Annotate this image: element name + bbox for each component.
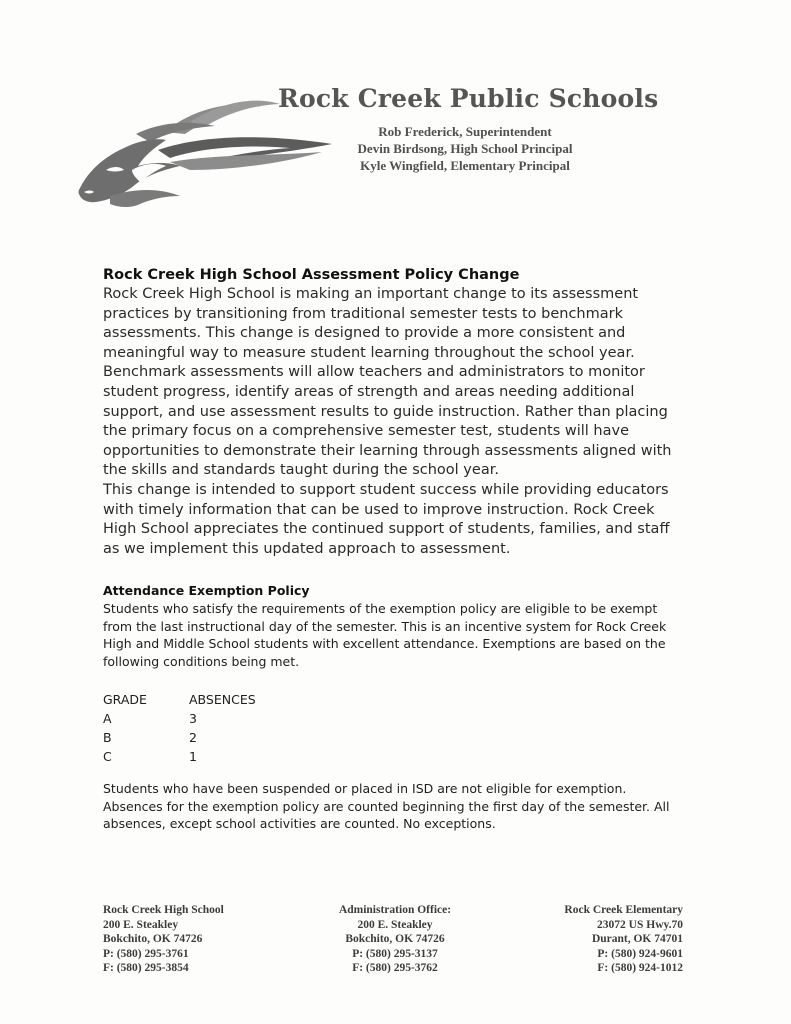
table-row xyxy=(103,728,256,747)
absences-cell: 3 xyxy=(189,711,197,726)
footer-line: 200 E. Steakley xyxy=(357,918,433,931)
exemption-note-section xyxy=(103,780,688,833)
footer-line: 23072 US Hwy.70 xyxy=(597,918,683,931)
attendance-policy-section xyxy=(103,582,688,670)
table-header-row xyxy=(103,690,256,709)
table-row xyxy=(103,747,256,766)
exemption-note: Students who have been suspended or placed in ISD are not eligible for exemption. Absences for the exemption policy are counted beginning the first day of the semester. All absences, except school activities are counted. No exceptions. xyxy=(103,781,670,832)
absences-header: ABSENCES xyxy=(189,692,256,707)
assessment-paragraph: This change is intended to support student success while providing educators with timely information that can be used to improve instruction. Rock Creek High School appreciates the continued support of students, families, and staff as we implement this updated approach to assessment. xyxy=(103,481,670,557)
exemption-table xyxy=(103,690,256,766)
footer-fax: F: (580) 295-3762 xyxy=(352,962,438,974)
absences-cell: 1 xyxy=(189,749,197,764)
footer-phone: P: (580) 295-3137 xyxy=(352,947,438,960)
table-row xyxy=(103,709,256,728)
staff-hs-principal: Devin Birdsong, High School Principal xyxy=(357,141,573,156)
assessment-paragraph: Rock Creek High School is making an important change to its assessment practices by transitioning from traditional semester tests to benchmark assessments. This change is designed to provide a more consistent and meaningful way to measure student learning throughout the school year. xyxy=(103,286,639,361)
footer-elementary xyxy=(564,903,683,976)
grade-cell: B xyxy=(103,730,112,745)
assessment-policy-body xyxy=(103,285,688,559)
assessment-policy-section xyxy=(103,265,688,559)
grade-header: GRADE xyxy=(103,692,147,707)
footer-line: Administration Office: xyxy=(338,904,452,916)
footer-line: 200 E. Steakley xyxy=(103,918,179,931)
assessment-paragraph: Benchmark assessments will allow teachers and administrators to monitor student progress, identify areas of strength and areas needing additional support, and use assessment results to guide instruction. Rather than placing the primary focus on a comprehensive semester test, students will have opportunities to demonstrate their learning through assessments aligned with the skills and standards taught during the school year. xyxy=(103,364,672,479)
staff-elem-principal: Kyle Wingfield, Elementary Principal xyxy=(360,158,570,173)
footer-line: Rock Creek Elementary xyxy=(564,904,683,916)
grade-cell: A xyxy=(103,711,112,726)
attendance-policy-title: Attendance Exemption Policy xyxy=(103,583,310,598)
org-title: Rock Creek Public Schools xyxy=(278,84,659,113)
footer-line: Bokchito, OK 74726 xyxy=(345,933,445,945)
footer-phone: P: (580) 924-9601 xyxy=(597,947,683,960)
absences-cell: 2 xyxy=(189,730,197,745)
footer-high-school xyxy=(103,903,224,976)
footer-fax: F: (580) 295-3854 xyxy=(103,962,189,974)
footer-fax: F: (580) 924-1012 xyxy=(597,962,683,974)
assessment-policy-title: Rock Creek High School Assessment Policy Change xyxy=(103,267,520,283)
grade-cell: C xyxy=(103,749,112,764)
footer-contacts xyxy=(103,903,683,983)
attendance-policy-intro: Students who satisfy the requirements of the exemption policy are eligible to be exempt from the last instructional day of the semester. This is an incentive system for Rock Creek High and Middle School students with excellent attendance. Exemptions are based on the following conditions being met. xyxy=(103,601,667,669)
footer-line: Bokchito, OK 74726 xyxy=(103,933,203,945)
staff-superintendent: Rob Frederick, Superintendent xyxy=(378,124,552,139)
staff-list xyxy=(320,123,610,174)
footer-line: Rock Creek High School xyxy=(103,904,224,916)
footer-line: Durant, OK 74701 xyxy=(591,933,683,945)
footer-phone: P: (580) 295-3761 xyxy=(103,947,189,960)
footer-admin-office xyxy=(325,903,465,976)
